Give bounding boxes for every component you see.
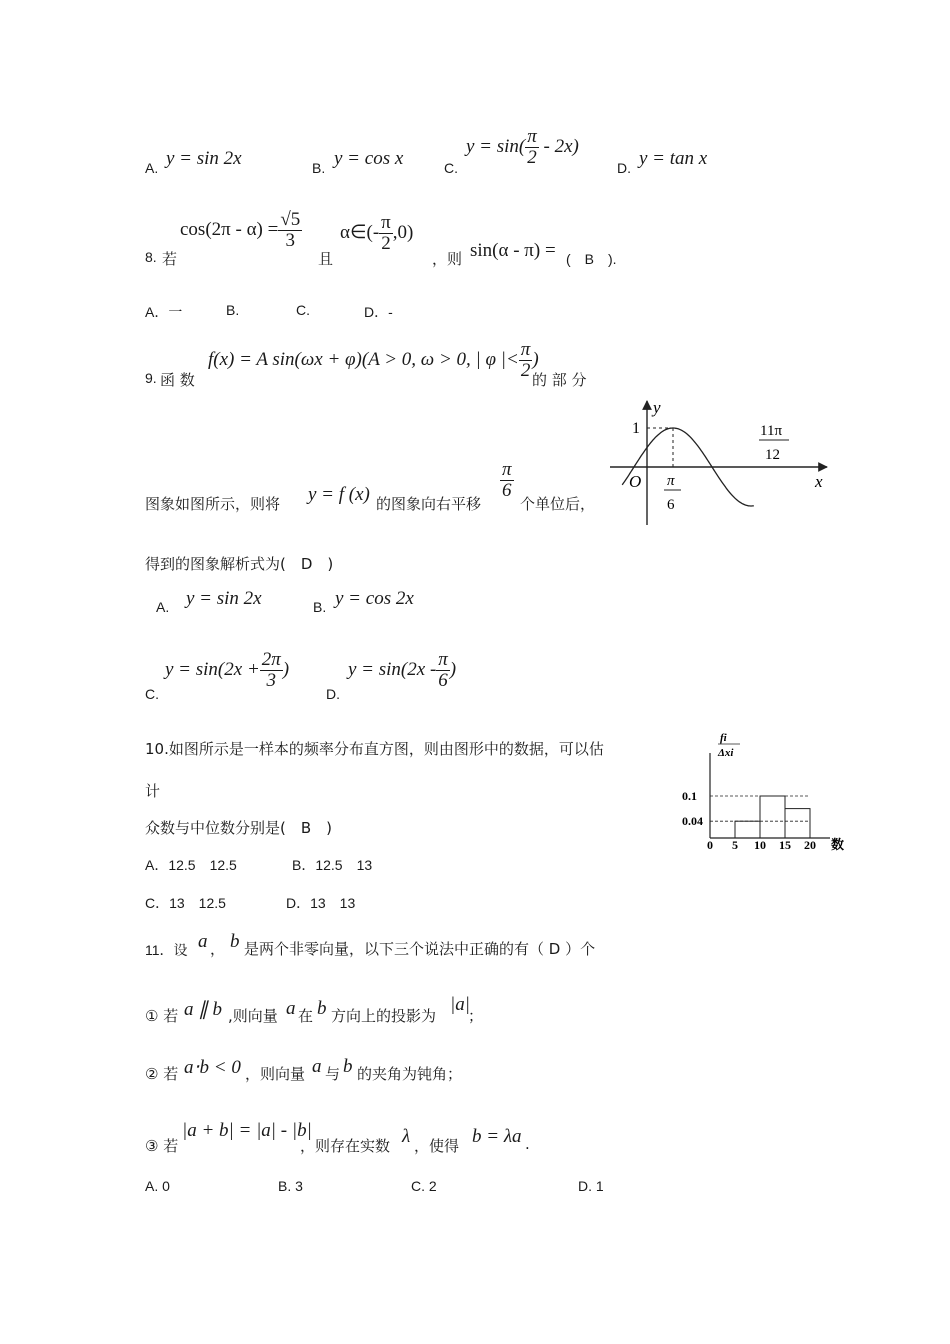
q9-sine-graph bbox=[605, 395, 835, 530]
q11-s2-a: a bbox=[312, 1056, 322, 1077]
histogram-ylabel-num: fi bbox=[720, 732, 727, 744]
q11-s1-end: ； bbox=[468, 1007, 484, 1025]
q8-expr-cos: cos(2π - α) = $\frac{√5}{3}$ bbox=[180, 209, 301, 251]
q11-option-b: B. 3 bbox=[278, 1178, 303, 1194]
histogram-xtick-5: 5 bbox=[732, 838, 738, 852]
q11-option-d: D. 1 bbox=[578, 1178, 604, 1194]
q11-s2-mid: ，则向量 bbox=[245, 1065, 306, 1083]
histogram-bar-1 bbox=[760, 796, 785, 838]
q7-option-b-expr: y = cos x bbox=[334, 148, 404, 169]
q7-option-a-label: A. bbox=[145, 160, 159, 176]
q11-vector-b: b bbox=[230, 931, 240, 952]
graph-one-label: 1 bbox=[632, 420, 640, 437]
q11-s2-prefix: ② 若 bbox=[145, 1065, 179, 1083]
q11-s2-post: 的夹角为钝角； bbox=[357, 1065, 463, 1083]
q9-line3: 得到的图象解析式为( D ) bbox=[145, 555, 334, 573]
histogram-ytick-0.04: 0.04 bbox=[682, 814, 703, 829]
q9-function-expr: f(x) = A sin(ωx + φ)(A > 0, ω > 0, | φ |< $\frac{\pi}{2}$ ) bbox=[208, 339, 539, 381]
histogram-xtick-0: 0 bbox=[707, 838, 713, 852]
q8-expr-alpha-range: α∈(- $\frac{\pi}{2}$ ,0) bbox=[340, 212, 414, 254]
q10-option-a: A．12.5 12.5 bbox=[145, 857, 237, 873]
q8-number: 8. bbox=[145, 249, 157, 265]
q9-option-d-expr: y = sin(2x - $\frac{\pi}{6}$ ) bbox=[348, 649, 457, 691]
q10-option-c: C．13 12.5 bbox=[145, 895, 226, 911]
graph-y-label: y bbox=[653, 398, 661, 417]
graph-origin-label: O bbox=[629, 472, 642, 491]
q10-option-b: B．12.5 13 bbox=[292, 857, 373, 873]
q9-line2-expr: y = f (x) bbox=[308, 484, 370, 505]
histogram-xtick-15: 15 bbox=[779, 838, 791, 852]
q8-option-b: B. bbox=[226, 302, 240, 318]
histogram-ytick-0.1: 0.1 bbox=[682, 789, 697, 803]
q11-s3-end: . bbox=[525, 1135, 530, 1153]
q8-ruo: 若 bbox=[162, 250, 178, 268]
q8-answer: ( B ). bbox=[566, 251, 617, 267]
q9-option-a-label: A. bbox=[156, 599, 170, 615]
q7-option-a-expr: y = sin 2x bbox=[166, 148, 242, 169]
q11-s2-b: b bbox=[343, 1056, 353, 1077]
q10-line3: 众数与中位数分别是( B ) bbox=[145, 819, 332, 837]
q8-option-a: A．一 bbox=[145, 304, 183, 320]
q11-s1-mid: ,则向量 bbox=[228, 1007, 278, 1025]
q11-option-a: A. 0 bbox=[145, 1178, 170, 1194]
graph-end-num: 11π bbox=[760, 423, 783, 439]
q9-option-b-label: B. bbox=[313, 599, 327, 615]
q9-number: 9. bbox=[145, 370, 157, 386]
graph-pi6-num: π bbox=[667, 473, 675, 489]
q11-vector-a: a bbox=[198, 931, 208, 952]
histogram-ylabel-den: Δxi bbox=[718, 747, 734, 759]
q8-qie: 且 bbox=[318, 250, 334, 268]
graph-x-label: x bbox=[815, 472, 823, 491]
q8-ze: ，则 bbox=[432, 250, 463, 268]
q10-line2: 计 bbox=[145, 782, 161, 800]
q11-s1-zai: 在 bbox=[298, 1007, 314, 1025]
q9-option-c-label: C. bbox=[145, 686, 159, 702]
q7-option-c-label: C. bbox=[444, 160, 458, 176]
q11-s3-lambda: λ bbox=[402, 1126, 411, 1147]
q11-s1-prefix: ① 若 bbox=[145, 1007, 179, 1025]
q8-option-d: D．- bbox=[364, 304, 393, 320]
q11-s2-yu: 与 bbox=[325, 1065, 341, 1083]
q9-option-a-expr: y = sin 2x bbox=[186, 588, 262, 609]
histogram-xtick-10: 10 bbox=[754, 838, 766, 852]
q11-s2-expr: a⋅b < 0 bbox=[184, 1057, 241, 1078]
q9-line2-text-c: 个单位后， bbox=[520, 495, 596, 513]
q11-number: 11．设 bbox=[145, 942, 188, 958]
graph-pi6-den: 6 bbox=[667, 497, 675, 513]
q9-shift-fraction: $\frac{\pi}{6}$ bbox=[502, 459, 512, 501]
q10-line1: 10.如图所示是一样本的频率分布直方图，则由图形中的数据，可以估 bbox=[145, 740, 604, 758]
histogram-xtick-20: 20 bbox=[804, 838, 816, 852]
q9-option-c-expr: y = sin(2x + $\frac{2\pi}{3}$ ) bbox=[165, 649, 290, 691]
q11-s1-post: 方向上的投影为 bbox=[331, 1007, 437, 1025]
q9-option-b-expr: y = cos 2x bbox=[335, 588, 414, 609]
q11-stem: 是两个非零向量，以下三个说法中正确的有（ D ）个 bbox=[244, 940, 596, 958]
q9-bufen: 的 部 分 bbox=[532, 371, 587, 389]
q7-option-d-label: D. bbox=[617, 160, 631, 176]
q11-s1-expr: a ∥ b bbox=[184, 999, 222, 1020]
q7-option-c-expr: y = sin( $\frac{\pi}{2}$ - 2x) bbox=[466, 126, 579, 168]
q11-comma: ， bbox=[210, 940, 226, 958]
q9-line2-text-b: 的图象向右平移 bbox=[376, 495, 482, 513]
histogram-xlabel: 数 bbox=[831, 838, 845, 853]
q7-option-b-label: B. bbox=[312, 160, 326, 176]
q11-s3-prefix: ③ 若 bbox=[145, 1137, 179, 1155]
q7-option-d-expr: y = tan x bbox=[639, 148, 708, 169]
histogram-bar-2 bbox=[785, 809, 810, 838]
q9-option-d-label: D. bbox=[326, 686, 340, 702]
q11-option-c: C. 2 bbox=[411, 1178, 437, 1194]
q10-histogram bbox=[680, 725, 850, 857]
q11-s1-a: a bbox=[286, 998, 296, 1019]
graph-end-den: 12 bbox=[765, 447, 780, 463]
q8-option-c: C. bbox=[296, 302, 310, 318]
q11-s1-abs: |a| bbox=[450, 994, 470, 1015]
q11-s3-eq: b = λa bbox=[472, 1126, 522, 1147]
q9-line2-text-a: 图象如图所示，则将 bbox=[145, 495, 281, 513]
q11-s1-b: b bbox=[317, 998, 327, 1019]
histogram-bar-0 bbox=[735, 821, 760, 838]
q11-s3-mid: ，则存在实数 bbox=[300, 1137, 391, 1155]
q11-s3-expr: |a + b| = |a| - |b| bbox=[182, 1120, 312, 1141]
q9-hanshu: 函 数 bbox=[160, 371, 195, 389]
q10-option-d: D．13 13 bbox=[286, 895, 356, 911]
q11-s3-shi: ，使得 bbox=[414, 1137, 460, 1155]
q8-expr-sin: sin(α - π) = bbox=[470, 240, 556, 261]
